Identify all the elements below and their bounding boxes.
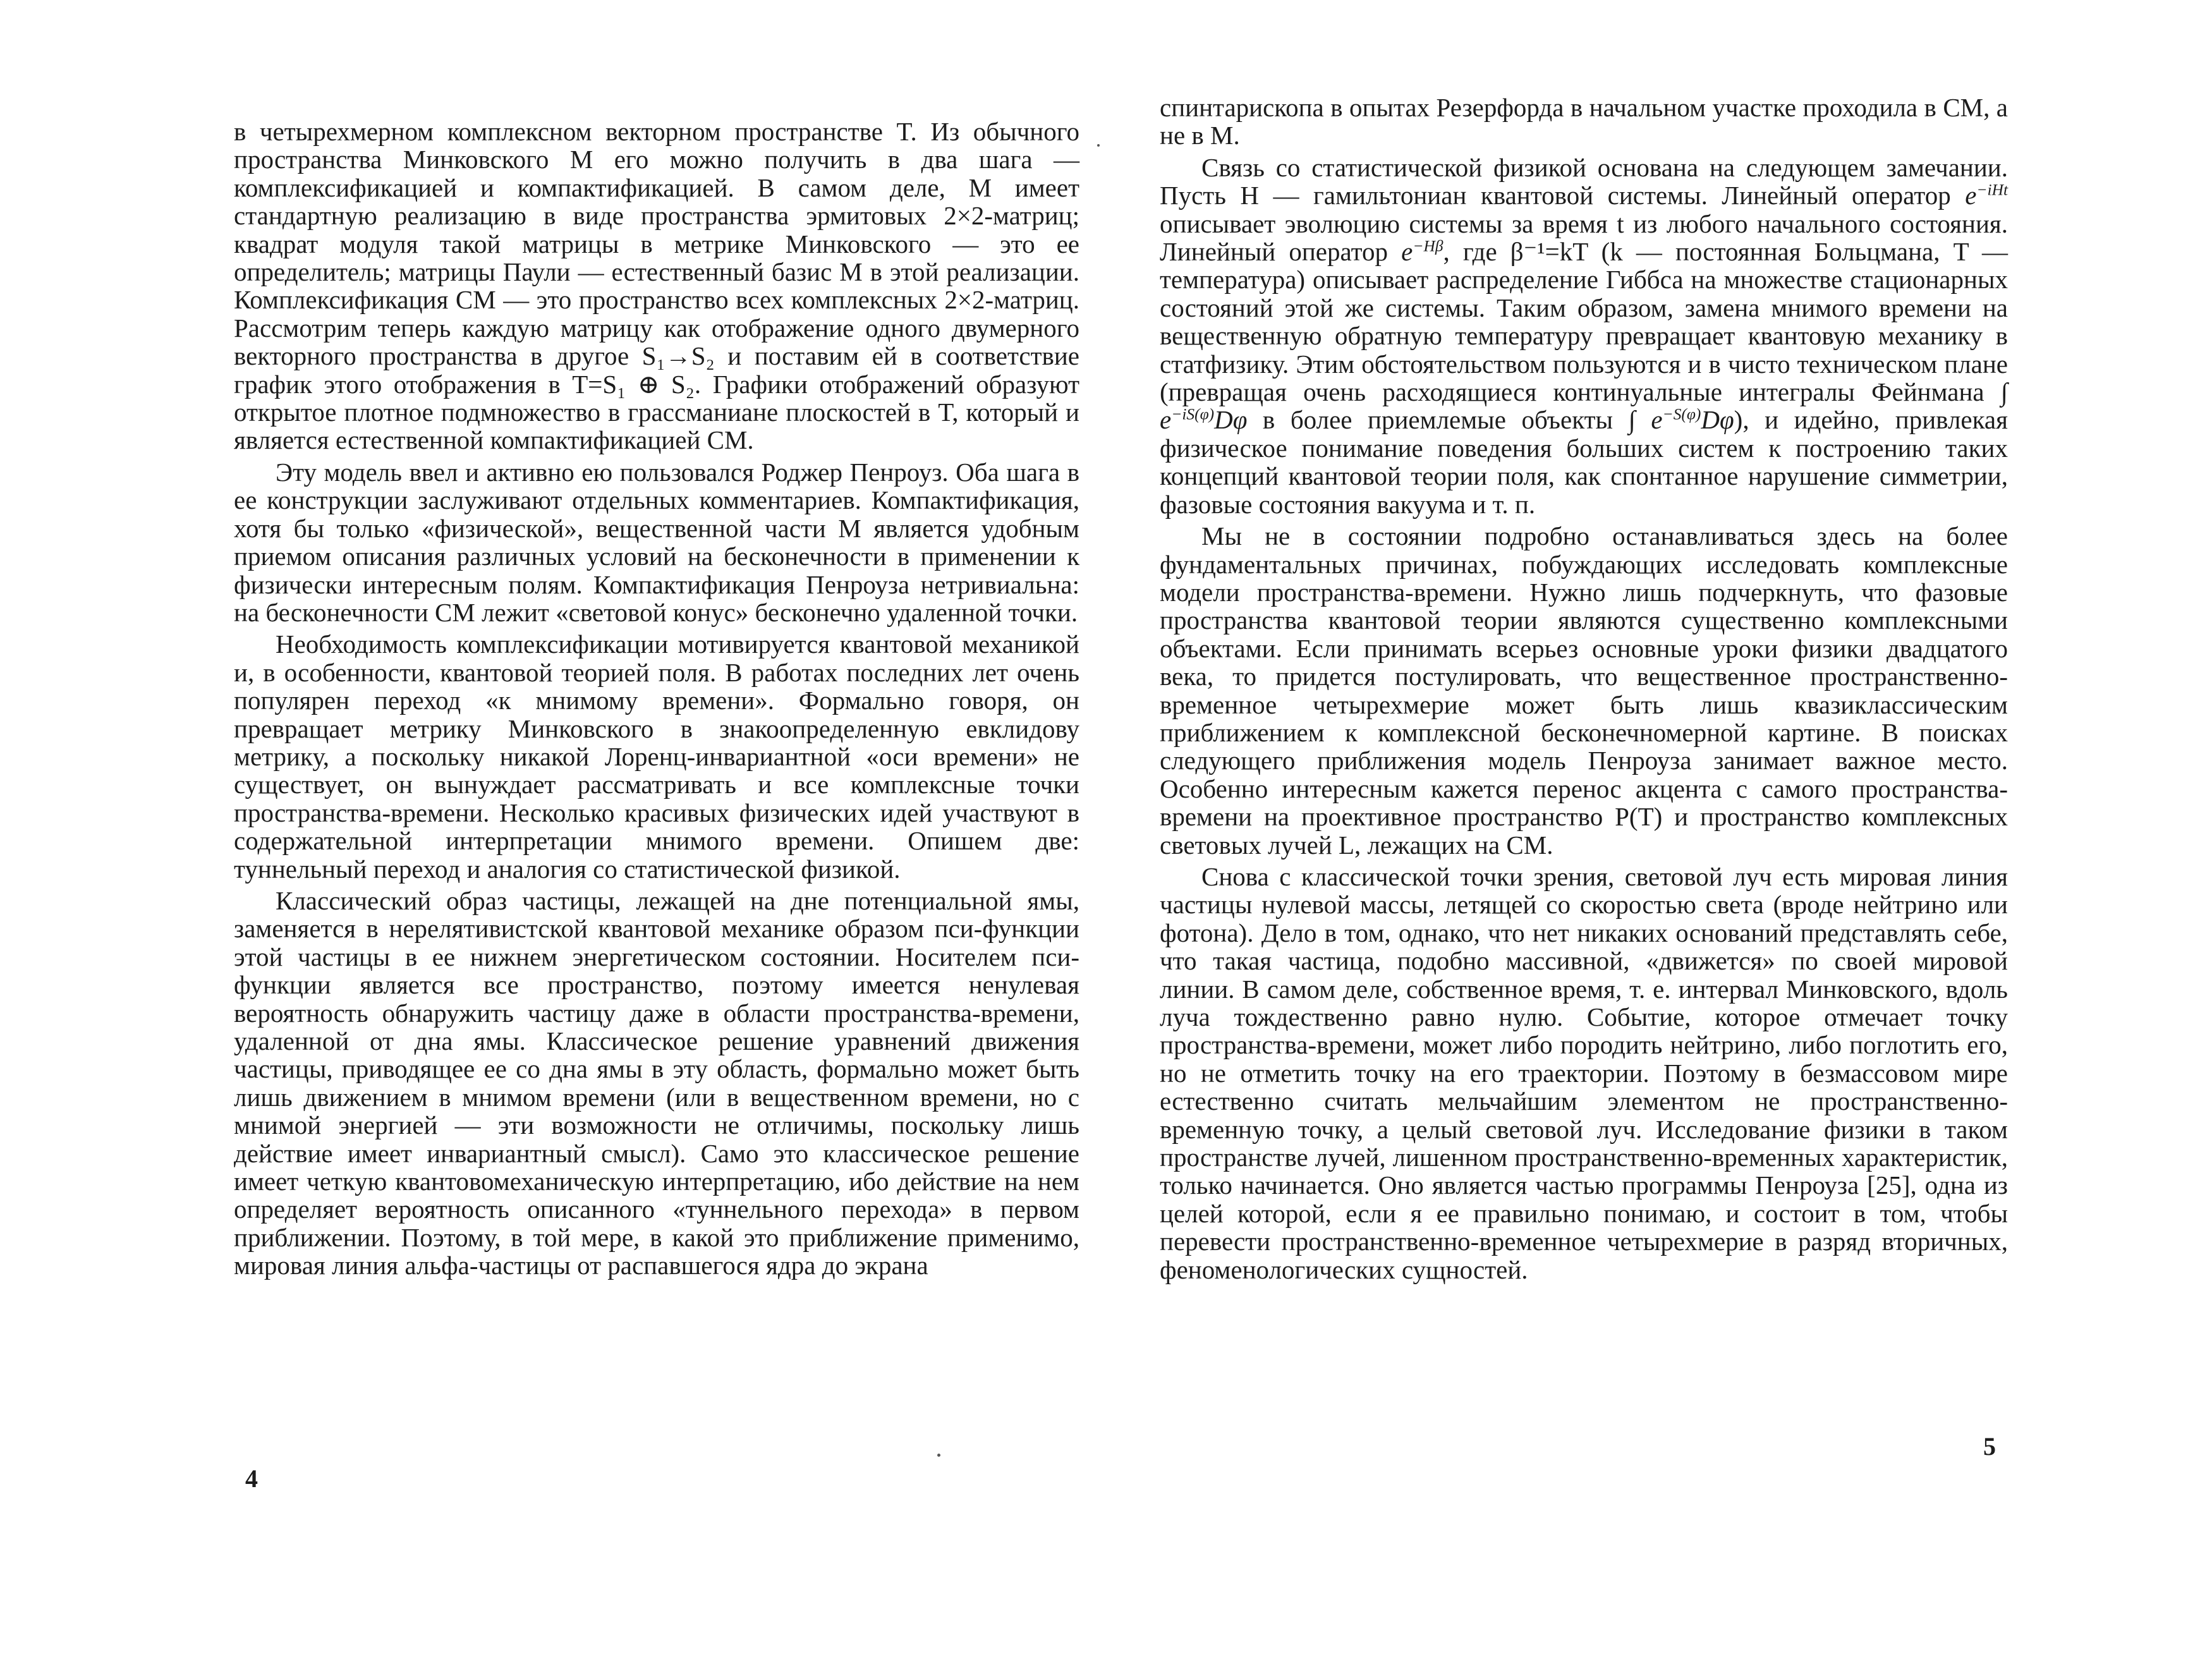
formula-feynman-integral: ∫ $e^{-iS(\varphi)}D\varphi$ <box>1160 377 2008 435</box>
formula-evolution-operator: $e^{-iHt}$ <box>1965 181 2008 210</box>
text-run: ), и идейно, привлекая физическое понимание поведения больших систем к построению таких концепций квантовой теории поля, как спонтанное нарушение симметрии, фазовые состояния вакуума и т. п. <box>1160 405 2008 519</box>
paragraph-with-formulas <box>1160 154 2008 518</box>
right-text-column <box>1160 94 2008 1284</box>
paragraph: Классический образ частицы, лежащей на дне потенциальной ямы, заменяется в нерелятивистской квантовой механике образом пси-функции этой частицы в ее нижнем энергетическом состоянии. Носителем пси-функции является все пространство, поэтому имеется ненулевая вероятность обнаружить частицу даже в области пространства-времени, удаленной от дна ямы. Классическое решение уравнений движения частицы, приводящее ее со дна ямы в эту область, формально может быть лишь движением в мнимом времени (или в вещественном времени, но с мнимой энергией — эти возможности не отличимы, поскольку лишь действие имеет инвариантный смысл). Само это классическое решение имеет четкую квантовомеханическую интерпретацию, ибо действие на нем определяет вероятность описанного «туннельного перехода» в первом приближении. Поэтому, в той мере, в какой это приближение применимо, мировая линия альфа-частицы от распавшегося ядра до экрана <box>234 885 1079 1280</box>
paragraph: Мы не в состоянии подробно останавливаться здесь на более фундаментальных причинах, побуждающих исследовать комплексные модели пространства-времени. Нужно лишь подчеркнуть, что фазовые пространства квантовой теории являются существенно комплексными объектами. Если принимать всерьез основные уроки физики двадцатого века, то придется постулировать, что вещественное пространственно-временное четырехмерие может быть лишь квазиклассическим приближением к комплексной бесконечномерной картине. В поисках следующего приближения модель Пенроуза занимает важное место. Особенно интересным кажется перенос акцента с самого пространства-времени на проективное пространство P(T) и пространство комплексных световых лучей L, лежащих на CM. <box>1160 521 2008 860</box>
paragraph: в четырехмерном комплексном векторном пространстве T. Из обычного пространства Минковского M его можно получить в два шага — комплексификацией и компактификацией. В самом деле, M имеет стандартную реализацию в виде пространства эрмитовых 2×2-матриц; квадрат модуля такой матрицы в метрике Минковского — это ее определитель; матрицы Паули — естественный базис M в этой реализации. Комплексификация CM — это пространство всех комплексных 2×2-матриц. Рассмотрим теперь каждую матрицу как отображение одного двумерного векторного пространства в другое S₁→S₂ и поставим ей в соответствие график этого отображения в T=S₁ ⊕ S₂. Графики отображений образуют открытое плотное подмножество в грассманиане плоскостей в T, который и является естественной компактификацией CM. <box>234 117 1079 455</box>
left-text-column <box>234 118 1079 1280</box>
formula-euclidean-integral: ∫ $e^{-S(\varphi)}D\varphi$ <box>1628 405 1734 435</box>
formula-gibbs-operator: $e^{-H\beta}$ <box>1401 237 1443 267</box>
print-speck <box>937 1454 940 1457</box>
text-run: в более приемлемые объекты <box>1247 405 1629 435</box>
paragraph: Эту модель ввел и активно ею пользовался Роджер Пенроуз. Оба шага в ее конструкции заслуживают отдельных комментариев. Компактификация, хотя бы только «физической», вещественной части M является удобным приемом описания различных условий на бесконечности в применении к физически интересным полям. Компактификация Пенроуза нетривиальна: на бесконечности CM лежит «световой конус» бесконечно удаленной точки. <box>234 457 1079 627</box>
right-page <box>1106 0 2212 1659</box>
print-speck <box>1097 144 1100 147</box>
paragraph: Снова с классической точки зрения, световой луч есть мировая линия частицы нулевой массы, летящей со скоростью света (вроде нейтрино или фотона). Дело в том, однако, что нет никаких оснований представлять себе, что такая частица, подобно массивной, «движется» по своей мировой линии. В самом деле, собственное время, т. е. интервал Минковского, вдоль луча тождественно равно нулю. Событие, которое отмечает точку пространства-времени, может либо породить нейтрино, либо поглотить его, но не отметить точку на его траектории. Поэтому в безмассовом мире естественно считать мельчайшим элементом не пространственно-временную точку, а целый световой луч. Исследование физики в таком пространстве лучей, лишенном пространственно-временных характеристик, только начинается. Оно является частью программы Пенроуза [25], одна из целей которой, если я ее правильно понимаю, и состоит в том, чтобы перевести пространственно-временное четырехмерие в разряд вторичных, феноменологических сущностей. <box>1160 861 2008 1284</box>
text-run: , где β⁻¹=kT (k — постоянная Больцмана, T — температура) описывает распределение Гиббса на множестве стационарных состояний этой же системы. Таким образом, замена мнимого времени на вещественную обратную температуру превращает квантовую механику в статфизику. Этим обстоятельством пользуются и в чисто техническом плане (превращая очень расходящиеся континуальные интегралы Фейнмана <box>1160 237 2008 407</box>
text-run: описывает эволюцию системы за время t из любого начального состояния. Линейный оператор <box>1160 209 2008 267</box>
paragraph: Необходимость комплексификации мотивируется квантовой механикой и, в особенности, квантовой теорией поля. В работах последних лет очень популярен переход «к мнимому времени». Формально говоря, он превращает метрику Минковского в знакоопределенную евклидову метрику, а поскольку никакой Лоренц-инвариантной «оси времени» не существует, он вынуждает рассматривать и все комплексные точки пространства-времени. Несколько красивых физических идей участвуют в содержательной интерпретации мнимого времени. Опишем две: туннельный переход и аналогия со статистической физикой. <box>234 629 1079 884</box>
text-run: Связь со статистической физикой основана на следующем замечании. Пусть H — гамильтониан квантовой системы. Линейный оператор <box>1160 152 2008 210</box>
page-number: 4 <box>245 1464 258 1493</box>
paragraph: спинтарископа в опытах Резерфорда в начальном участке проходила в CM, а не в M. <box>1160 93 2008 150</box>
page-number: 5 <box>1983 1432 1996 1461</box>
